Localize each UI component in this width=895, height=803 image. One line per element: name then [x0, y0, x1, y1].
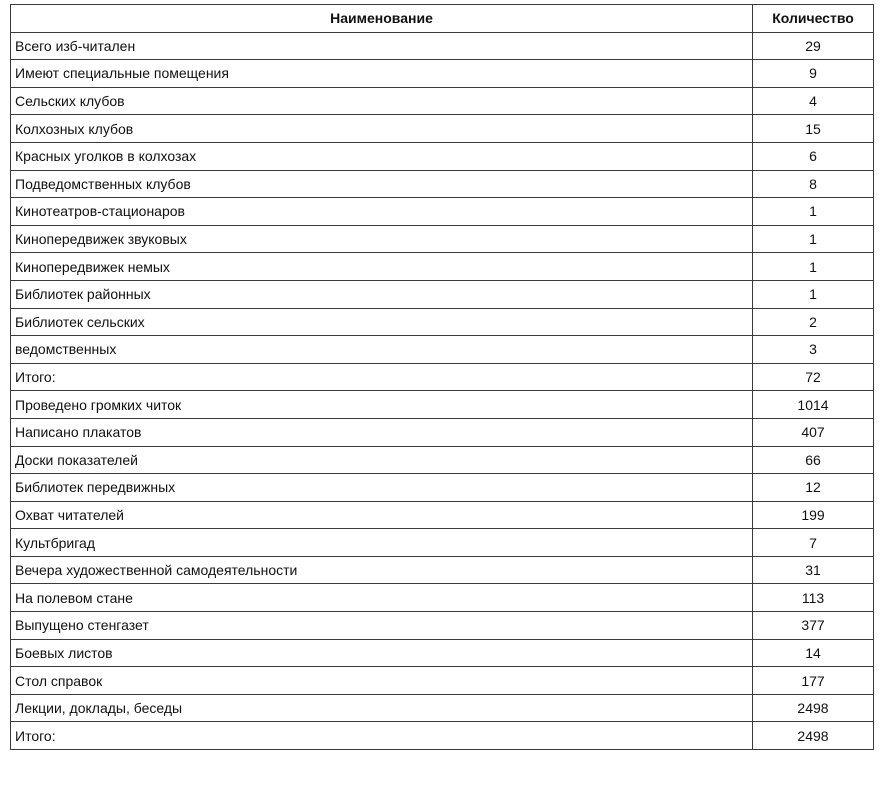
cell-name: Стол справок — [11, 667, 753, 695]
cell-name: Библиотек сельских — [11, 308, 753, 336]
cell-quantity: 113 — [753, 584, 874, 612]
table-row — [11, 60, 874, 88]
cell-name: Красных уголков в колхозах — [11, 142, 753, 170]
cell-quantity: 1014 — [753, 391, 874, 419]
cell-name: Подведомственных клубов — [11, 170, 753, 198]
table-row — [11, 501, 874, 529]
cell-name: Кинопередвижек звуковых — [11, 225, 753, 253]
table-row — [11, 225, 874, 253]
cell-quantity: 7 — [753, 529, 874, 557]
cell-name: Культбригад — [11, 529, 753, 557]
cell-quantity: 31 — [753, 556, 874, 584]
cell-name: Выпущено стенгазет — [11, 612, 753, 640]
table-row — [11, 418, 874, 446]
table-row — [11, 446, 874, 474]
cell-quantity: 15 — [753, 115, 874, 143]
table-row — [11, 694, 874, 722]
cell-name: Лекции, доклады, беседы — [11, 694, 753, 722]
cell-name: Всего изб-читален — [11, 32, 753, 60]
table-row — [11, 253, 874, 281]
cell-quantity: 12 — [753, 474, 874, 502]
table-body — [11, 32, 874, 749]
table-row — [11, 32, 874, 60]
cell-quantity: 6 — [753, 142, 874, 170]
cell-quantity: 2498 — [753, 694, 874, 722]
cell-quantity: 199 — [753, 501, 874, 529]
table-header-row — [11, 5, 874, 33]
cell-name: Колхозных клубов — [11, 115, 753, 143]
cell-quantity: 3 — [753, 336, 874, 364]
cell-quantity: 29 — [753, 32, 874, 60]
table-row — [11, 170, 874, 198]
table-row — [11, 87, 874, 115]
table-row — [11, 584, 874, 612]
header-name: Наименование — [11, 5, 753, 33]
cell-name: ведомственных — [11, 336, 753, 364]
cell-name: Библиотек районных — [11, 280, 753, 308]
cell-quantity: 72 — [753, 363, 874, 391]
statistics-table-container — [10, 4, 874, 750]
cell-quantity: 407 — [753, 418, 874, 446]
cell-name: Библиотек передвижных — [11, 474, 753, 502]
cell-quantity: 66 — [753, 446, 874, 474]
table-row — [11, 556, 874, 584]
table-row — [11, 391, 874, 419]
table-row — [11, 667, 874, 695]
table-row — [11, 115, 874, 143]
table-row — [11, 198, 874, 226]
cell-quantity: 8 — [753, 170, 874, 198]
cell-quantity: 2 — [753, 308, 874, 336]
cell-name: На полевом стане — [11, 584, 753, 612]
cell-quantity: 377 — [753, 612, 874, 640]
statistics-table — [10, 4, 874, 750]
cell-name: Боевых листов — [11, 639, 753, 667]
cell-name: Доски показателей — [11, 446, 753, 474]
cell-name: Написано плакатов — [11, 418, 753, 446]
cell-quantity: 1 — [753, 253, 874, 281]
table-row — [11, 308, 874, 336]
table-row — [11, 612, 874, 640]
table-row — [11, 142, 874, 170]
table-row — [11, 336, 874, 364]
table-row — [11, 529, 874, 557]
cell-name: Итого: — [11, 363, 753, 391]
table-row — [11, 474, 874, 502]
header-quantity: Количество — [753, 5, 874, 33]
cell-name: Сельских клубов — [11, 87, 753, 115]
cell-quantity: 1 — [753, 280, 874, 308]
cell-name: Охват читателей — [11, 501, 753, 529]
cell-quantity: 14 — [753, 639, 874, 667]
cell-name: Итого: — [11, 722, 753, 750]
table-row — [11, 363, 874, 391]
cell-quantity: 177 — [753, 667, 874, 695]
cell-name: Вечера художественной самодеятельности — [11, 556, 753, 584]
table-row — [11, 722, 874, 750]
cell-name: Проведено громких читок — [11, 391, 753, 419]
cell-quantity: 2498 — [753, 722, 874, 750]
cell-name: Кинопередвижек немых — [11, 253, 753, 281]
cell-name: Имеют специальные помещения — [11, 60, 753, 88]
cell-quantity: 1 — [753, 225, 874, 253]
cell-name: Кинотеатров-стационаров — [11, 198, 753, 226]
table-row — [11, 280, 874, 308]
cell-quantity: 9 — [753, 60, 874, 88]
table-row — [11, 639, 874, 667]
cell-quantity: 1 — [753, 198, 874, 226]
cell-quantity: 4 — [753, 87, 874, 115]
